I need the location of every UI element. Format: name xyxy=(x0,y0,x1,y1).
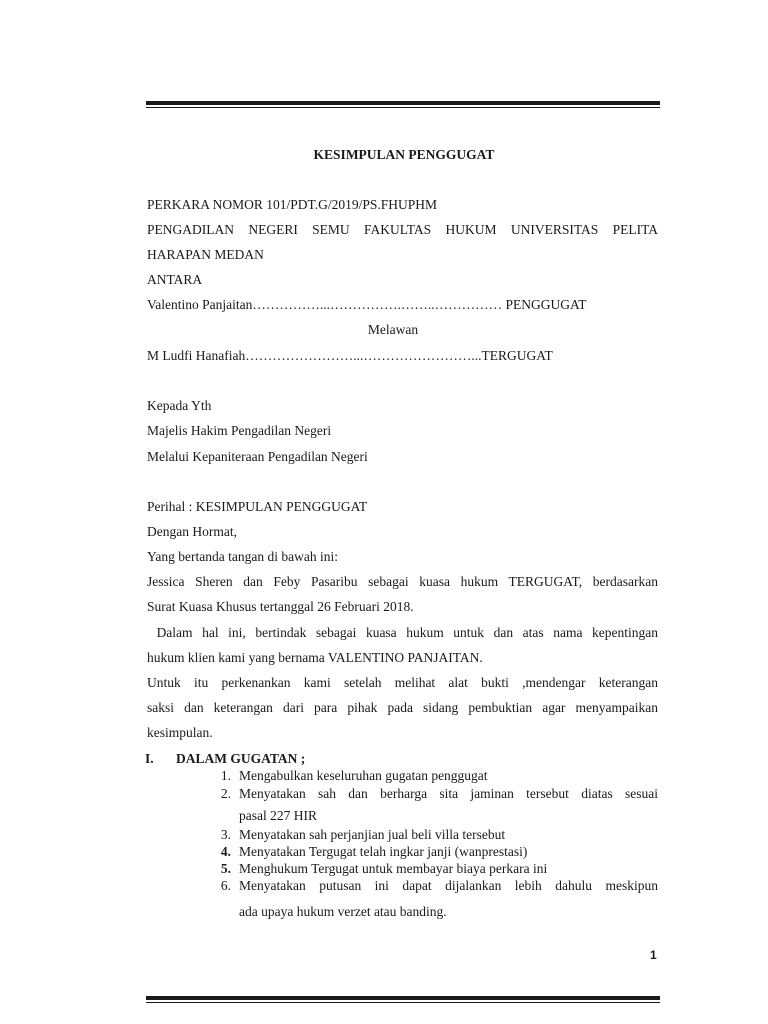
list-item-text: Menyatakan Tergugat telah ingkar janji (wanprestasi) xyxy=(239,844,528,859)
address-line-3: Melalui Kepaniteraan Pengadilan Negeri xyxy=(147,449,368,464)
paragraph-1-line-1: Jessica Sheren dan Feby Pasaribu sebagai kuasa hukum TERGUGAT, berdasarkan xyxy=(147,574,658,589)
list-item-number: 6. xyxy=(220,878,231,893)
list-item-text: Menyatakan sah dan berharga sita jaminan tersebut diatas sesuai xyxy=(239,786,658,801)
list-item-text: Menghukum Tergugat untuk membayar biaya perkara ini xyxy=(239,861,548,876)
section-heading: DALAM GUGATAN ; xyxy=(176,751,306,766)
header-rule xyxy=(146,101,660,108)
address-line-2: Majelis Hakim Pengadilan Negeri xyxy=(147,423,332,438)
paragraph-3-line-2: saksi dan keterangan dari para pihak pada sidang pembuktian agar menyampaikan xyxy=(147,700,658,715)
greeting: Dengan Hormat, xyxy=(147,524,237,539)
page-number: 1 xyxy=(650,948,657,962)
section-numeral: I. xyxy=(145,751,154,766)
court-name-line-1: PENGADILAN NEGERI SEMU FAKULTAS HUKUM UNIVERSITAS PELITA xyxy=(147,222,658,237)
list-item-number: 2. xyxy=(220,786,231,801)
list-item-number: 5. xyxy=(220,861,231,876)
footer-rule xyxy=(146,996,660,1003)
paragraph-2-line-2: hukum klien kami yang bernama VALENTINO PANJAITAN. xyxy=(147,650,483,665)
list-item-text: Menyatakan putusan ini dapat dijalankan lebih dahulu meskipun xyxy=(239,878,658,893)
paragraph-1-line-2: Surat Kuasa Khusus tertanggal 26 Februari 2018. xyxy=(147,599,414,614)
list-item-number: 3. xyxy=(220,827,231,842)
versus-label: Melawan xyxy=(367,322,419,337)
paragraph-3-line-3: kesimpulan. xyxy=(147,725,213,740)
list-item-continuation: pasal 227 HIR xyxy=(239,808,317,823)
court-name-line-2: HARAPAN MEDAN xyxy=(147,247,264,262)
list-item-number: 1. xyxy=(220,768,231,783)
list-item-number: 4. xyxy=(220,844,231,859)
document-title: KESIMPULAN PENGGUGAT xyxy=(313,147,495,162)
case-number: PERKARA NOMOR 101/PDT.G/2019/PS.FHUPHM xyxy=(147,197,438,212)
plaintiff-line: Valentino Panjaitan……………...…………….……..…………… PENGGUGAT xyxy=(147,297,587,312)
paragraph-3-line-1: Untuk itu perkenankan kami setelah melihat alat bukti ,mendengar keterangan xyxy=(147,675,658,690)
list-item-text: Menyatakan sah perjanjian jual beli villa tersebut xyxy=(239,827,506,842)
defendant-line: M Ludfi Hanafiah……………………...……………………...TERGUGAT xyxy=(147,348,553,363)
subject-line: Perihal : KESIMPULAN PENGGUGAT xyxy=(147,499,368,514)
list-item-continuation: ada upaya hukum verzet atau banding. xyxy=(239,904,447,919)
paragraph-2-line-1: Dalam hal ini, bertindak sebagai kuasa hukum untuk dan atas nama kepentingan xyxy=(147,625,658,640)
intro-line: Yang bertanda tangan di bawah ini: xyxy=(147,549,338,564)
address-line-1: Kepada Yth xyxy=(147,398,212,413)
list-item-text: Mengabulkan keseluruhan gugatan penggugat xyxy=(239,768,488,783)
between-label: ANTARA xyxy=(147,272,203,287)
